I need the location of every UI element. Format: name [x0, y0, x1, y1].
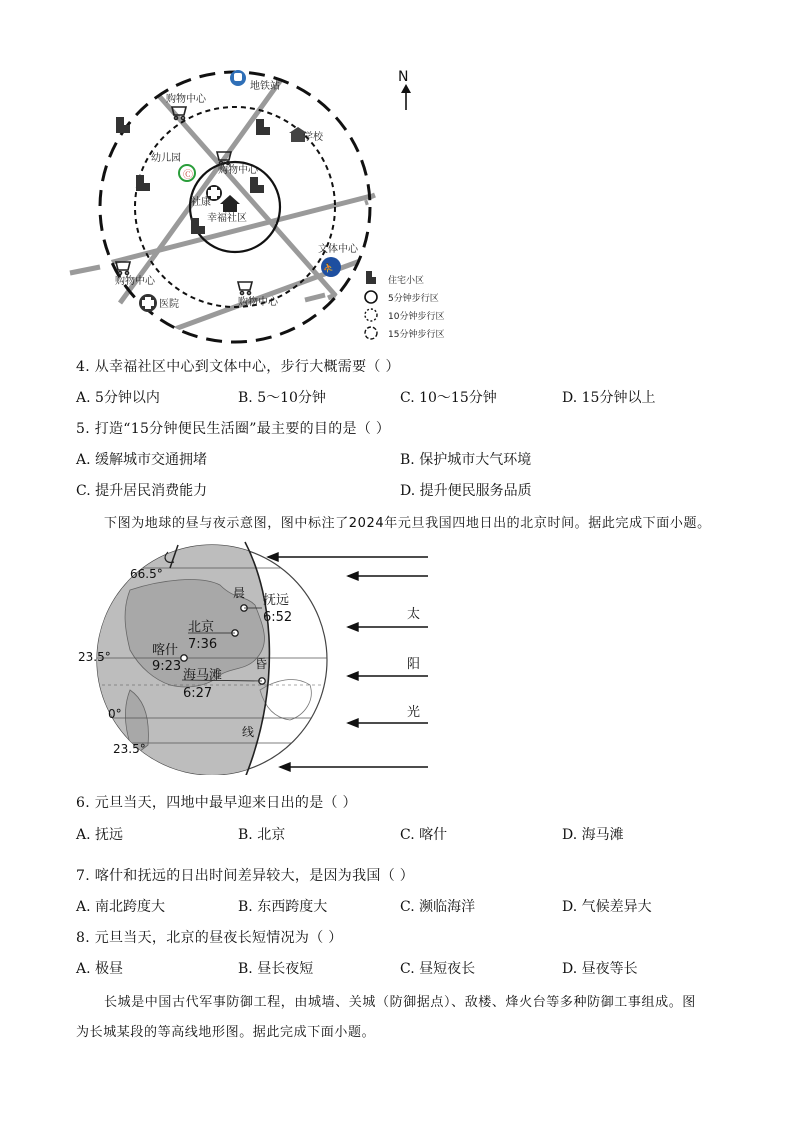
q5-option-b[interactable]: B. 保护城市大气环境 [400, 452, 532, 468]
kashi-time: 9:23 [152, 659, 182, 674]
label-kindergarten: 幼儿园 [151, 153, 181, 164]
lat-23-5-s: 23.5° [113, 742, 146, 756]
kashi-point [181, 655, 187, 661]
q7-option-c[interactable]: C. 濒临海洋 [400, 899, 476, 915]
label-culture: 文体中心 [318, 244, 358, 255]
q6-option-a[interactable]: A. 抚远 [76, 827, 124, 843]
label-health: 社康 [191, 197, 211, 208]
label-hospital: 医院 [159, 299, 179, 310]
q6-option-c[interactable]: C. 喀什 [400, 827, 448, 843]
label-metro: 地铁站 [250, 81, 280, 92]
question-7-stem: 7. 喀什和抚远的日出时间差异较大，是因为我国（ ） [76, 868, 415, 884]
q7-option-d[interactable]: D. 气候差异大 [562, 899, 652, 915]
q5-option-d[interactable]: D. 提升便民服务品质 [400, 483, 532, 499]
legend-residential: 住宅小区 [388, 276, 425, 286]
beijing-name: 北京 [188, 620, 215, 635]
lat-23-5-n: 23.5° [78, 650, 111, 664]
question-6-stem: 6. 元旦当天，四地中最早迎来日出的是（ ） [76, 795, 357, 811]
label-community: 幸福社区 [207, 213, 247, 224]
legend-5min: 5分钟步行区 [388, 294, 439, 304]
q8-option-d[interactable]: D. 昼夜等长 [562, 961, 638, 977]
north-label: N [398, 69, 409, 85]
question-8-stem: 8. 元旦当天，北京的昼夜长短情况为（ ） [76, 930, 343, 946]
label-mall-bottom: 购物中心 [238, 297, 278, 308]
question-4-stem: 4. 从幸福社区中心到文体中心，步行大概需要（ ） [76, 359, 400, 375]
kashi-name: 喀什 [152, 643, 179, 658]
lat-66-5: 66.5° [130, 567, 163, 581]
question-5-stem: 5. 打造“15分钟便民生活圈”最主要的目的是（ ） [76, 421, 391, 437]
q4-option-c[interactable]: C. 10～15分钟 [400, 390, 497, 406]
terminator-char-3: 线 [242, 725, 255, 739]
q7-option-a[interactable]: A. 南北跨度大 [76, 899, 166, 915]
svg-text:Ⓒ: Ⓒ [183, 170, 193, 181]
sunlight-char-2: 阳 [407, 657, 421, 672]
q8-option-a[interactable]: A. 极昼 [76, 961, 124, 977]
legend-15min: 15分钟步行区 [388, 330, 445, 340]
community-map [60, 55, 480, 355]
lat-0: 0° [108, 707, 122, 721]
q5-option-a[interactable]: A. 缓解城市交通拥堵 [76, 452, 208, 468]
intro-globe: 下图为地球的昼与夜示意图，图中标注了2024年元旦我国四地日出的北京时间。据此完成下面小题。 [104, 516, 711, 531]
map-legend [365, 271, 444, 340]
road-4 [145, 250, 390, 340]
label-mall-center: 购物中心 [218, 165, 258, 176]
q4-option-d[interactable]: D. 15分钟以上 [562, 390, 656, 406]
q6-option-d[interactable]: D. 海马滩 [562, 827, 624, 843]
terminator-char-2: 昏 [255, 657, 268, 671]
intro-greatwall-line1: 长城是中国古代军事防御工程，由城墙、关城（防御据点）、敌楼、烽火台等多种防御工事组成。图 [104, 995, 696, 1010]
globe-figure [70, 540, 450, 775]
fuyuan-time: 6:52 [263, 610, 293, 625]
sunlight-char-1: 太 [407, 607, 421, 622]
beijing-time: 7:36 [188, 637, 218, 652]
home-icon [220, 195, 240, 212]
q4-option-a[interactable]: A. 5分钟以内 [76, 390, 160, 406]
q5-option-c[interactable]: C. 提升居民消费能力 [76, 483, 208, 499]
q7-option-b[interactable]: B. 东西跨度大 [238, 899, 328, 915]
label-mall-top: 购物中心 [166, 94, 206, 105]
q8-option-b[interactable]: B. 昼长夜短 [238, 961, 314, 977]
legend-10min: 10分钟步行区 [388, 312, 445, 322]
intro-greatwall-line2: 为长城某段的等高线地形图。据此完成下面小题。 [76, 1025, 376, 1040]
q4-option-b[interactable]: B. 5～10分钟 [238, 390, 326, 406]
haimatan-name: 海马滩 [183, 668, 223, 683]
label-school: 学校 [303, 132, 323, 143]
haimatan-time: 6:27 [183, 686, 213, 701]
terminator-char-1: 晨 [233, 586, 246, 600]
q8-option-c[interactable]: C. 昼短夜长 [400, 961, 476, 977]
fuyuan-name: 抚远 [263, 593, 290, 608]
q6-option-b[interactable]: B. 北京 [238, 827, 286, 843]
label-mall-left: 购物中心 [115, 276, 155, 287]
svg-text:⛹: ⛹ [323, 264, 335, 274]
sunlight-char-3: 光 [407, 705, 421, 720]
